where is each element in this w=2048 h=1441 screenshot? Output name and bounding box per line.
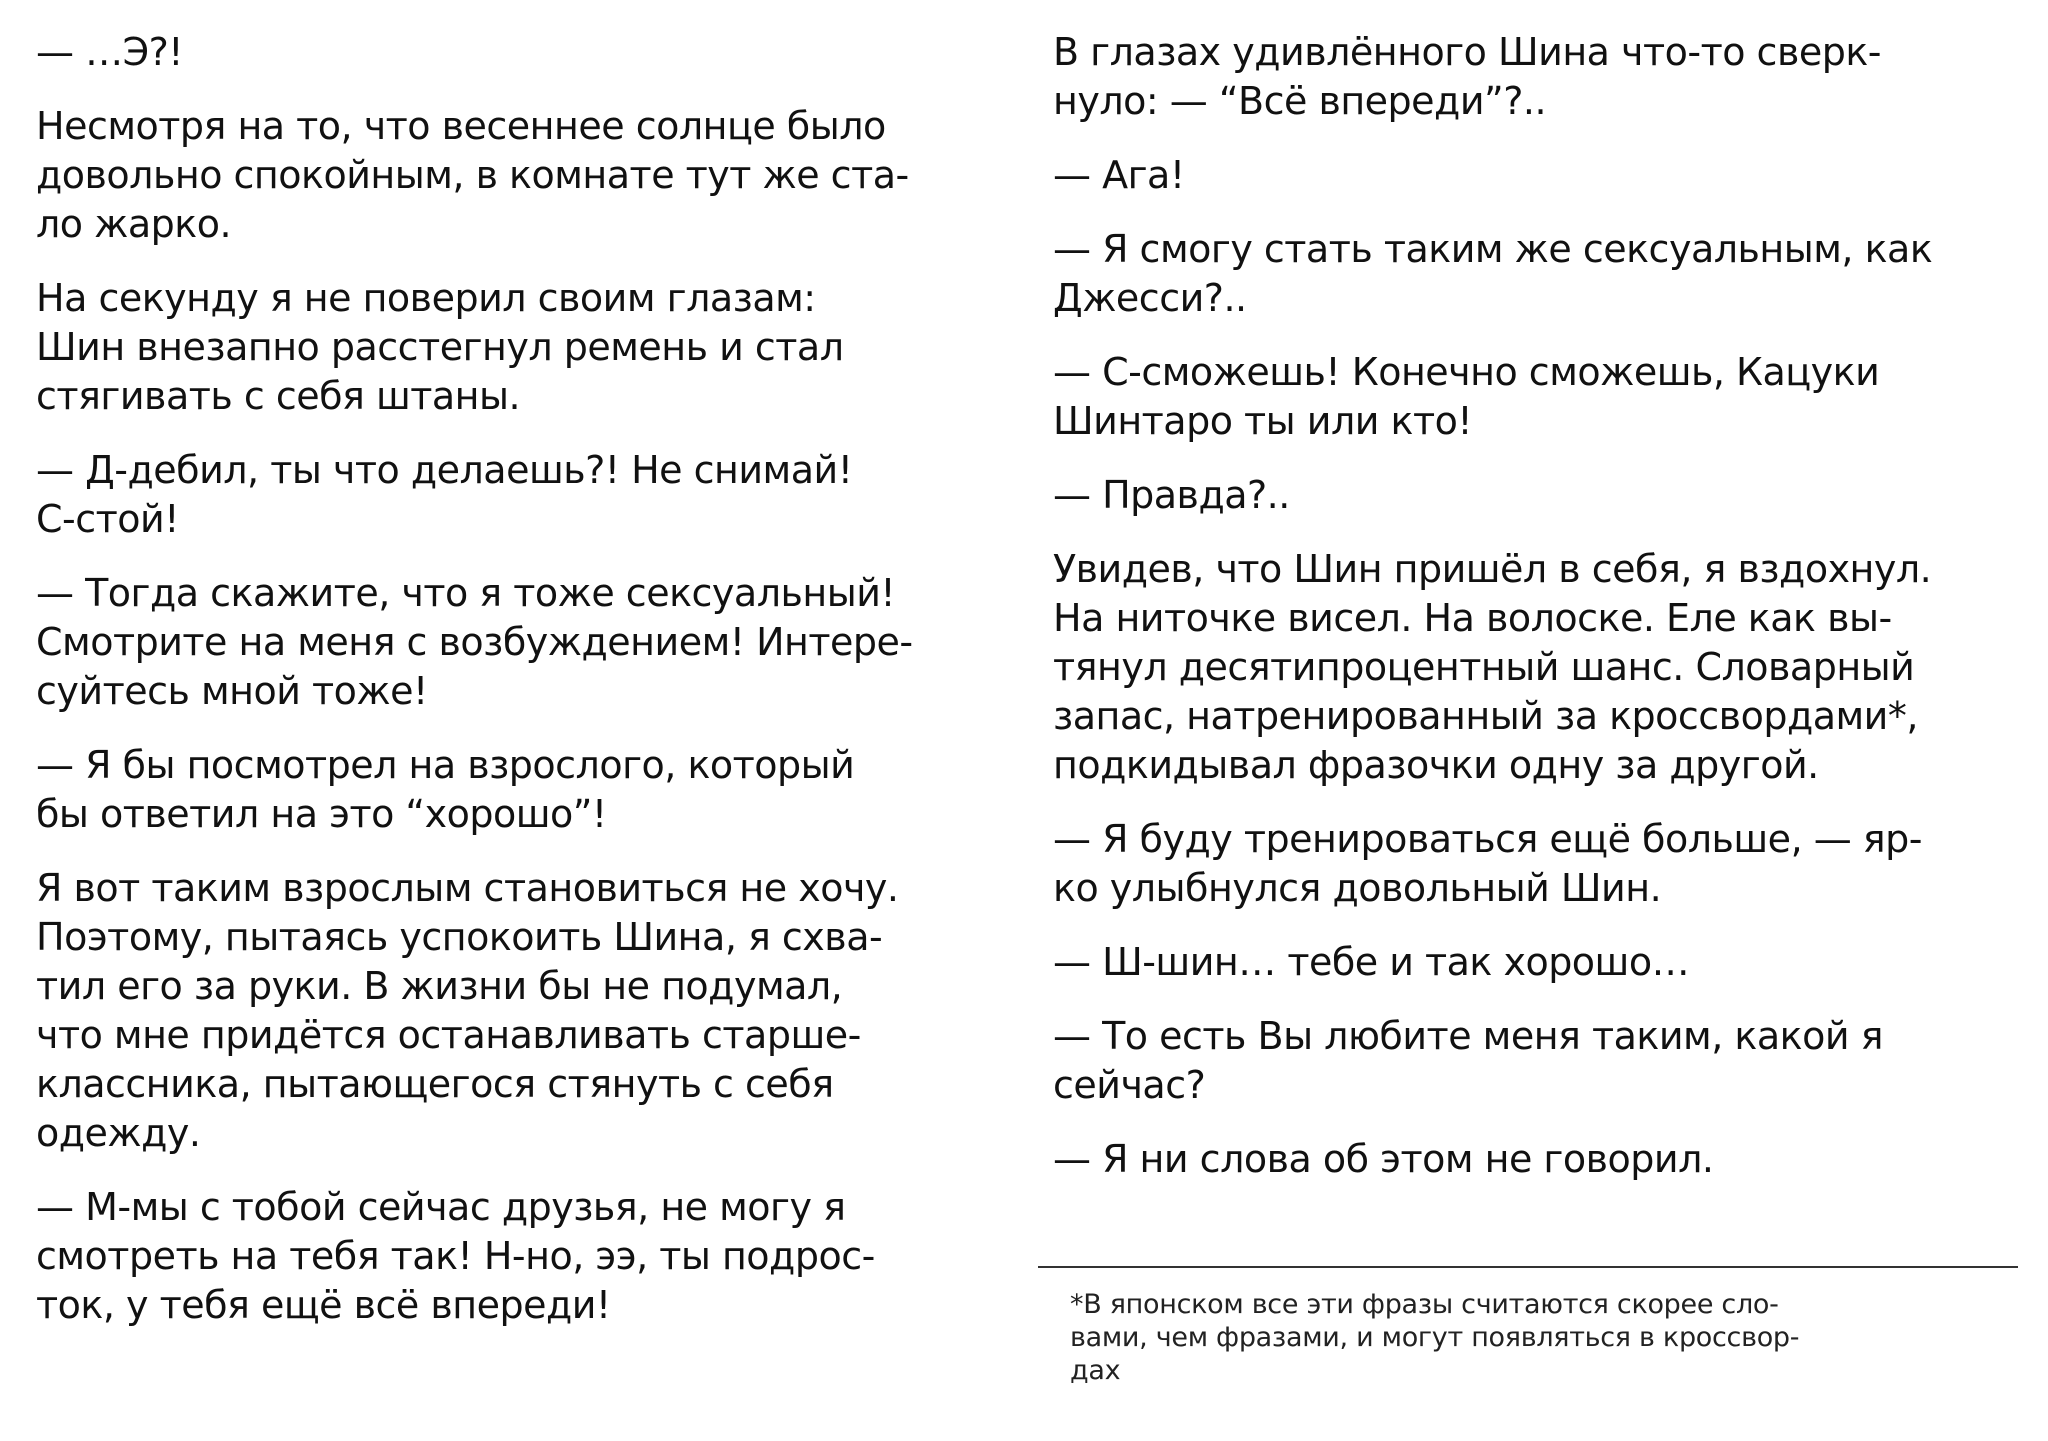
paragraph bbox=[36, 28, 1026, 77]
text-line: нуло: — “Всё впереди”?.. bbox=[1053, 79, 1547, 123]
text-line: На секунду я не поверил своим глазам: bbox=[36, 276, 816, 320]
text-line: Шинтаро ты или кто! bbox=[1053, 399, 1473, 443]
text-line: — Ага! bbox=[1053, 153, 1185, 197]
text-line: Я вот таким взрослым становиться не хочу. bbox=[36, 866, 899, 910]
text-line: — Я ни слова об этом не говорил. bbox=[1053, 1137, 1714, 1181]
text-line: В глазах удивлённого Шина что-то сверк- bbox=[1053, 30, 1882, 74]
text-line: — То есть Вы любите меня таким, какой я bbox=[1053, 1014, 1883, 1058]
paragraph bbox=[36, 274, 1026, 421]
paragraph bbox=[1053, 348, 2023, 446]
paragraph bbox=[36, 569, 1026, 716]
paragraph bbox=[1053, 1135, 2023, 1184]
text-line: — Я бы посмотрел на взрослого, который bbox=[36, 743, 855, 787]
right-text-column bbox=[1053, 28, 2023, 1209]
paragraph bbox=[36, 741, 1026, 839]
footnote-line: *В японском все эти фразы считаются скорее сло- bbox=[1070, 1289, 1779, 1320]
text-line: суйтесь мной тоже! bbox=[36, 669, 428, 713]
paragraph bbox=[36, 446, 1026, 544]
paragraph bbox=[1053, 1012, 2023, 1110]
paragraph bbox=[1053, 151, 2023, 200]
text-line: — Ш-шин… тебе и так хорошо… bbox=[1053, 940, 1690, 984]
text-line: — …Э?! bbox=[36, 30, 184, 74]
footnote bbox=[1070, 1288, 1799, 1387]
left-text-column bbox=[36, 28, 1026, 1355]
text-line: тянул десятипроцентный шанс. Словарный bbox=[1053, 645, 1915, 689]
text-line: — Правда?.. bbox=[1053, 473, 1290, 517]
text-line: Увидев, что Шин пришёл в себя, я вздохнул. bbox=[1053, 547, 1932, 591]
text-line: — М-мы с тобой сейчас друзья, не могу я bbox=[36, 1185, 846, 1229]
text-line: — С-сможешь! Конечно сможешь, Кацуки bbox=[1053, 350, 1880, 394]
paragraph bbox=[1053, 815, 2023, 913]
text-line: что мне придётся останавливать старше- bbox=[36, 1013, 861, 1057]
paragraph bbox=[1053, 545, 2023, 790]
paragraph bbox=[1053, 28, 2023, 126]
text-line: довольно спокойным, в комнате тут же ста- bbox=[36, 153, 909, 197]
text-line: стягивать с себя штаны. bbox=[36, 374, 521, 418]
text-line: ток, у тебя ещё всё впереди! bbox=[36, 1283, 611, 1327]
text-line: Поэтому, пытаясь успокоить Шина, я схва- bbox=[36, 915, 883, 959]
footnote-line: дах bbox=[1070, 1355, 1121, 1386]
text-line: — Д-дебил, ты что делаешь?! Не снимай! bbox=[36, 448, 853, 492]
text-line: запас, натренированный за кроссвордами*, bbox=[1053, 694, 1918, 738]
text-line: С-стой! bbox=[36, 497, 179, 541]
text-line: — Я буду тренироваться ещё больше, — яр- bbox=[1053, 817, 1922, 861]
paragraph bbox=[36, 864, 1026, 1158]
paragraph bbox=[1053, 225, 2023, 323]
text-line: Джесси?.. bbox=[1053, 276, 1247, 320]
text-line: сейчас? bbox=[1053, 1063, 1206, 1107]
text-line: подкидывал фразочки одну за другой. bbox=[1053, 743, 1819, 787]
footnote-line: вами, чем фразами, и могут появляться в кроссвор- bbox=[1070, 1322, 1800, 1353]
text-line: классника, пытающегося стянуть с себя bbox=[36, 1062, 834, 1106]
text-line: смотреть на тебя так! Н-но, ээ, ты подрос- bbox=[36, 1234, 875, 1278]
paragraph bbox=[1053, 938, 2023, 987]
text-line: ко улыбнулся довольный Шин. bbox=[1053, 866, 1662, 910]
text-line: Шин внезапно расстегнул ремень и стал bbox=[36, 325, 844, 369]
text-line: На ниточке висел. На волоске. Еле как вы- bbox=[1053, 596, 1892, 640]
text-line: тил его за руки. В жизни бы не подумал, bbox=[36, 964, 843, 1008]
text-line: ло жарко. bbox=[36, 202, 232, 246]
text-line: — Тогда скажите, что я тоже сексуальный! bbox=[36, 571, 896, 615]
paragraph bbox=[1053, 471, 2023, 520]
text-line: Несмотря на то, что весеннее солнце было bbox=[36, 104, 886, 148]
text-line: одежду. bbox=[36, 1111, 201, 1155]
paragraph bbox=[36, 102, 1026, 249]
text-line: Смотрите на меня с возбуждением! Интере- bbox=[36, 620, 913, 664]
paragraph bbox=[36, 1183, 1026, 1330]
text-line: — Я смогу стать таким же сексуальным, как bbox=[1053, 227, 1933, 271]
footnote-divider bbox=[1038, 1266, 2018, 1268]
text-line: бы ответил на это “хорошо”! bbox=[36, 792, 607, 836]
